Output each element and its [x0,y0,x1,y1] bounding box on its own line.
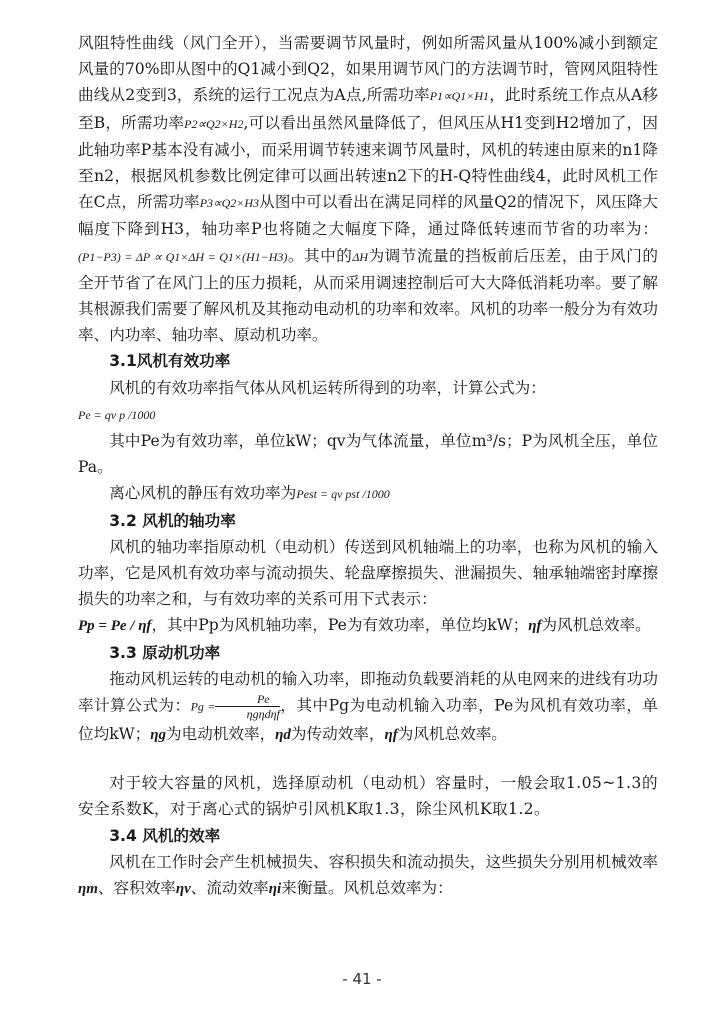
formula-power-saving: (P1−P3) = ΔP ∝ Q1×ΔH = Q1×(H1−H3) [78,249,288,264]
formula-shaft-power: Pp = Pe / ηf [78,618,152,635]
document-body [78,30,658,902]
formula-static-power: Pest = qv pst /1000 [296,487,390,502]
formula-p1: P1∝Q1×H1 [429,89,490,104]
paragraph-fan-efficiency: 风机在工作时会产生机械损失、容积损失和流动损失，这些损失分别用机械效率ηm、容积效率ηv、流动效率ηi来衡量。风机总效率为： [78,852,658,898]
formula-motor-power-fraction: $\frac{Pe}{\text{ηgηdηf}}$ [215,692,279,721]
paragraph-static-power: 离心风机的静压有效功率为Pest = qv pst /1000 [109,484,390,503]
heading-3-3: 3.3 原动机功率 [109,643,221,662]
paragraph-effective-power-intro: 风机的有效功率指气体从风机运转所得到的功率，计算公式为： [109,378,546,397]
paragraph-motor-power: 拖动风机运转的电动机的输入功率，即拖动负载要消耗的从电网来的进线有功功率计算公式为：Pg = $\frac{Pe}{\text{ηgηdηf}}$ ，其中Pg为电动机输入功率，Pe为风机有效功率，单位均kW；ηg为电动机效率，ηd为传动效率，ηf为风机总效率。 [78,669,658,744]
paragraph-shaft-power-formula: Pp = Pe / ηf，其中Pp为风机轴功率，Pe为有效功率，单位均kW；ηf为风机总效率。 [78,616,651,635]
formula-p3: P3∝Q2×H3 [199,196,260,211]
heading-3-1: 3.1风机有效功率 [109,352,231,371]
formula-delta-h: ΔH [352,249,369,264]
paragraph-shaft-power: 风机的轴功率指原动机（电动机）传送到风机轴端上的功率，也称为风机的输入功率，它是风机有效功率与流动损失、轮盘摩擦损失、泄漏损失、轴承轴端密封摩擦损失的功率之和，与有效功率的关系可用下式表示： [78,537,658,609]
page-number: - 41 - [342,970,382,988]
formula-p2: P2∝Q2×H2 [184,116,244,131]
paragraph-effective-power-desc: 其中Pe为有效功率，单位kW；qv为气体流量，单位m³/s；P为风机全压，单位Pa。 [78,432,658,477]
paragraph-safety-factor: 对于较大容量的风机，选择原动机（电动机）容量时，一般会取1.05~1.3的安全系数K，对于离心式的锅炉引风机K取1.3，除尘风机K取1.2。 [78,774,658,819]
heading-3-2: 3.2 风机的轴功率 [109,511,236,530]
formula-effective-power: Pe = qv p /1000 [78,407,156,422]
paragraph-speed-control: 风阻特性曲线（风门全开），当需要调节风量时，例如所需风量从100%减小到额定风量的70%即从图中的Q1减小到Q2，如果用调节风门的方法调节时，管网风阻特性曲线从2变到3，系统的运行工况点为A点,所需功率P1∝Q1×H1，此时系统工作点从A移至B，所需功率P2∝Q2×H2,可以看出虽然风量降低了，但风压从H1变到H2增加了，因此轴功率P基本没有减小，而采用调节转速来调节风量时，风机的转速由原来的n1降至n2，根据风机参数比例定律可以画出转速n2下的H-Q特性曲线4，此时风机工作在C点，所需功率P3∝Q2×H3从图中可以看出在满足同样的风量Q2的情况下，风压降大幅度下降到H3，轴功率P也将随之大幅度下降，通过降低转速而节省的功率为：(P1−P3) = ΔP ∝ Q1×ΔH = Q1×(H1−H3)。其中的ΔH为调节流量的挡板前后压差，由于风门的全开节省了在风门上的压力损耗，从而采用调速控制后可大大降低消耗功率。要了解其根源我们需要了解风机及其拖动电动机的功率和效率。风机的功率一般分为有效功率、内功率、轴功率、原动机功率。 [78,34,659,345]
formula-motor-power-lhs: Pg = [190,699,216,714]
heading-3-4: 3.4 风机的效率 [109,826,221,845]
